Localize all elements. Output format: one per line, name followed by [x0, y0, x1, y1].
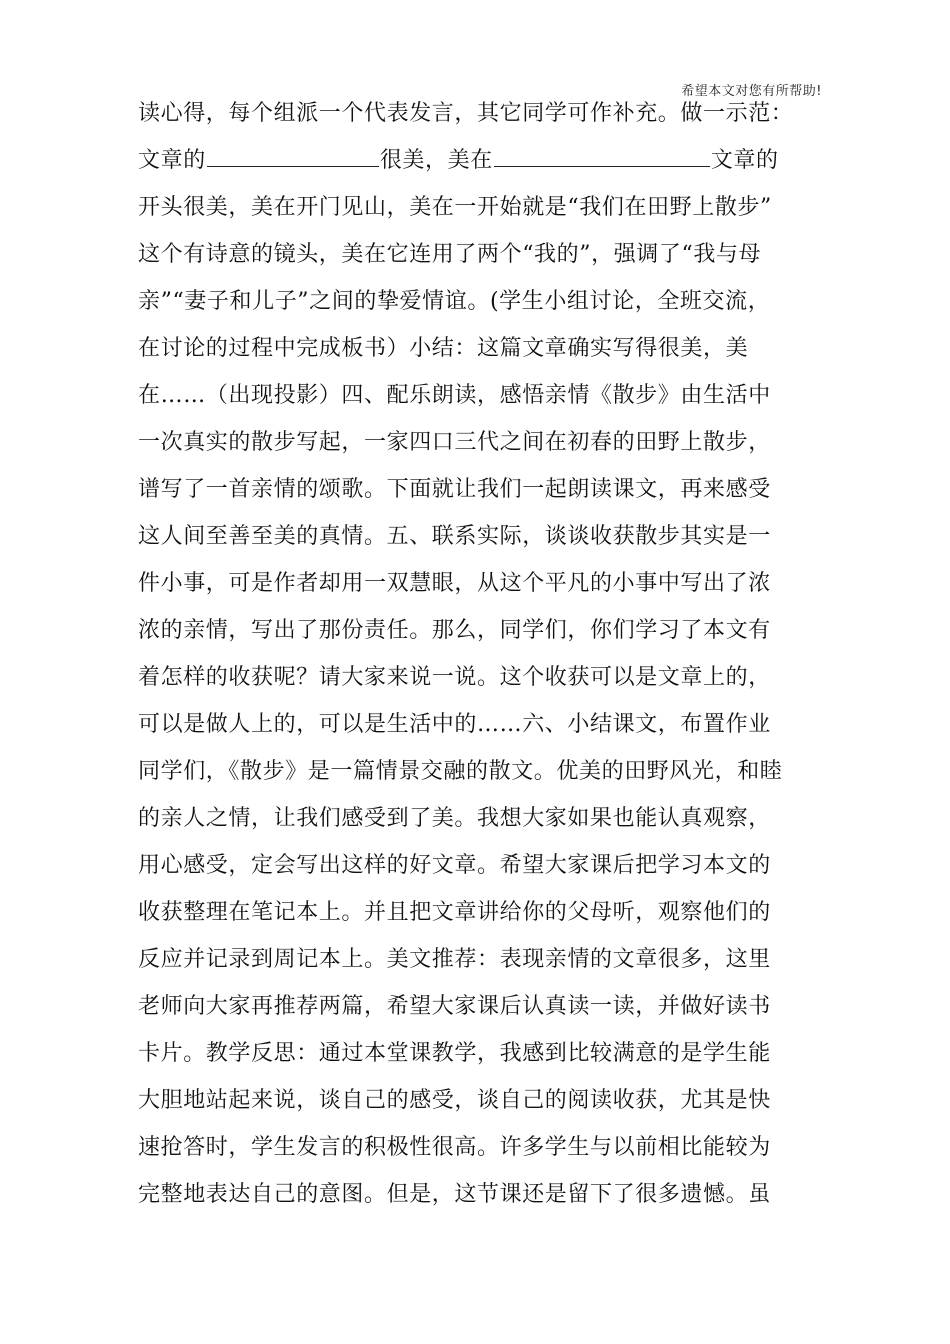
fill-in-blank-2 [494, 148, 710, 167]
text-line-20: 老师向大家再推荐两篇，希望大家课后认真读一读，并做好读书 [138, 994, 771, 1019]
text-line-6: 在讨论的过程中完成板书）小结：这篇文章确实写得很美，美 [138, 336, 749, 361]
header-note: 希望本文对您有所帮助! [681, 84, 822, 99]
text-line-7: 在……（出现投影）四、配乐朗读，感悟亲情《散步》由生活中 [138, 383, 771, 408]
body-text [138, 90, 818, 1218]
text-line-18: 收获整理在笔记本上。并且把文章讲给你的父母听，观察他们的 [138, 900, 771, 925]
fill-in-text-2: 很美，美在 [379, 148, 493, 173]
text-line-3: 开头很美，美在开门见山，美在一开始就是“我们在田野上散步” [138, 195, 772, 220]
text-line-14: 可以是做人上的，可以是生活中的……六、小结课文，布置作业 [138, 712, 771, 737]
text-line-24: 完整地表达自己的意图。但是，这节课还是留下了很多遗憾。虽 [138, 1182, 771, 1207]
text-line-17: 用心感受，定会写出这样的好文章。希望大家课后把学习本文的 [138, 853, 771, 878]
text-line-10: 这人间至善至美的真情。五、联系实际，谈谈收获散步其实是一 [138, 524, 771, 549]
text-line-5: 亲”“妻子和儿子”之间的挚爱情谊。(学生小组讨论，全班交流， [138, 289, 771, 314]
text-line-1: 读心得，每个组派一个代表发言，其它同学可作补充。做一示范： [138, 101, 794, 126]
text-line-13: 着怎样的收获呢？请大家来说一说。这个收获可以是文章上的， [138, 665, 771, 690]
text-line-19: 反应并记录到周记本上。美文推荐：表现亲情的文章很多，这里 [138, 947, 771, 972]
fill-in-text-1: 文章的 [138, 148, 206, 173]
text-line-21: 卡片。教学反思：通过本堂课教学，我感到比较满意的是学生能 [138, 1041, 771, 1066]
text-line-16: 的亲人之情，让我们感受到了美。我想大家如果也能认真观察， [138, 806, 771, 831]
fill-in-line [138, 137, 818, 184]
text-line-22: 大胆地站起来说，谈自己的感受，谈自己的阅读收获，尤其是快 [138, 1088, 771, 1113]
fill-in-blank-1 [207, 148, 379, 167]
text-line-8: 一次真实的散步写起，一家四口三代之间在初春的田野上散步， [138, 430, 771, 455]
text-line-15: 同学们，《散步》是一篇情景交融的散文。优美的田野风光，和睦 [138, 759, 783, 784]
text-line-9: 谱写了一首亲情的颂歌。下面就让我们一起朗读课文，再来感受 [138, 477, 771, 502]
fill-in-text-3: 文章的 [710, 148, 779, 173]
text-line-11: 件小事，可是作者却用一双慧眼，从这个平凡的小事中写出了浓 [138, 571, 771, 596]
text-line-23: 速抢答时，学生发言的积极性很高。许多学生与以前相比能较为 [138, 1135, 771, 1160]
text-line-4: 这个有诗意的镜头，美在它连用了两个“我的”，强调了“我与母 [138, 242, 762, 267]
text-line-12: 浓的亲情，写出了那份责任。那么，同学们，你们学习了本文有 [138, 618, 771, 643]
